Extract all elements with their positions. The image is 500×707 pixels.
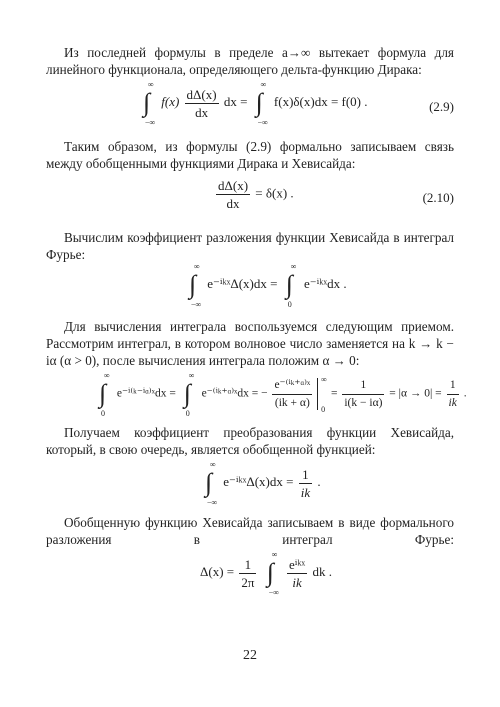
fraction: $\frac{\text{eⁱᵏˣ}}{ik}$ (288, 556, 306, 590)
integral-sign: ∫ ∞ 0 (183, 371, 195, 418)
integral-sign: ∫ ∞ −∞ (205, 460, 218, 507)
paragraph-1: Из последней формулы в пределе a→∞ вытекает формула для линейного функционала, определяющего дельта-функцию Дирака: (46, 45, 454, 77)
integral-sign: ∫ ∞ −∞ (266, 550, 279, 597)
equation-2-9: ∫ ∞ −∞ f(x) $\frac{d\Delta(x)}{dx}$ dx = ∫ ∞ −∞ f(x)δ(x)dx = f(0) . (143, 80, 368, 127)
equation-2-10: $\frac{d\Delta(x)}{dx}$ = δ(x) . (218, 178, 294, 211)
fraction: $\frac{1}{2\pi}$ (241, 556, 255, 590)
page-number: 22 (243, 648, 257, 663)
fraction: $\frac{1}{ik}$ (448, 378, 457, 409)
fraction: $\frac{1}{ik}$ (300, 466, 311, 500)
fraction: $\frac{d\Delta(x)}{dx}$ (186, 86, 217, 120)
paragraph-5: Получаем коэффициент преобразования функции Хевисайда, который, в свою очередь, является обобщенной функцией: (46, 425, 454, 457)
paragraph-2: Таким образом, из формулы (2.9) формально записываем связь между обобщенными функциями Дирака и Хевисайда: (46, 139, 454, 171)
equation-regularized-integral: ∫ ∞ 0 e⁻ⁱ⁽ᵏ⁻ⁱᵅ⁾ˣdx = ∫ ∞ 0 e⁻⁽ⁱᵏ⁺ᵅ⁾ˣdx = − $\frac{\text{e⁻⁽ⁱᵏ⁺ᵅ⁾ˣ}}{(ik + \alpha)}$ ∞ 0 = $\frac{1}{i(k - i\alpha)}$ = |α → 0| = $\frac{1}{ik}$ . (99, 371, 467, 418)
integral-sign: ∫ ∞ −∞ (255, 80, 268, 127)
fraction: $\frac{1}{i(k - i\alpha)}$ (344, 378, 383, 409)
equation-heaviside-fourier: Δ(x) = $\frac{1}{2\pi}$ ∫ ∞ −∞ $\frac{\text{eⁱᵏˣ}}{ik}$ dk . (200, 550, 332, 597)
equation-number: (2.9) (429, 99, 454, 114)
fraction: $\frac{\text{e⁻⁽ⁱᵏ⁺ᵅ⁾ˣ}}{(ik + \alpha)}$ (274, 378, 311, 409)
paragraph-6: Обобщенную функцию Хевисайда записываем в виде формального разложения в интеграл Фурье: (46, 515, 454, 547)
integral-sign: ∫ ∞ −∞ (143, 80, 156, 127)
integral-sign: ∫ ∞ 0 (99, 371, 110, 418)
fraction: $\frac{d\Delta(x)}{dx}$ (218, 178, 249, 211)
integral-sign: ∫ ∞ 0 (285, 262, 297, 309)
evaluation-bar: ∞ 0 (317, 378, 328, 410)
equation-fourier-coeff: ∫ ∞ −∞ e⁻ⁱᵏˣΔ(x)dx = ∫ ∞ 0 e⁻ⁱᵏˣdx . (189, 262, 347, 309)
integral-sign: ∫ ∞ −∞ (189, 262, 202, 309)
equation-number: (2.10) (422, 190, 454, 205)
equation-heaviside-transform: ∫ ∞ −∞ e⁻ⁱᵏˣΔ(x)dx = $\frac{1}{ik}$ . (205, 460, 321, 507)
paragraph-3: Вычислим коэффициент разложения функции Хевисайда в интеграл Фурье: (46, 230, 454, 262)
paragraph-4: Для вычисления интеграла воспользуемся следующим приемом. Рассмотрим интеграл, в котором волновое число заменяется на k → k − iα (α > 0), после вычисления интеграла положим α → 0: (46, 319, 454, 368)
